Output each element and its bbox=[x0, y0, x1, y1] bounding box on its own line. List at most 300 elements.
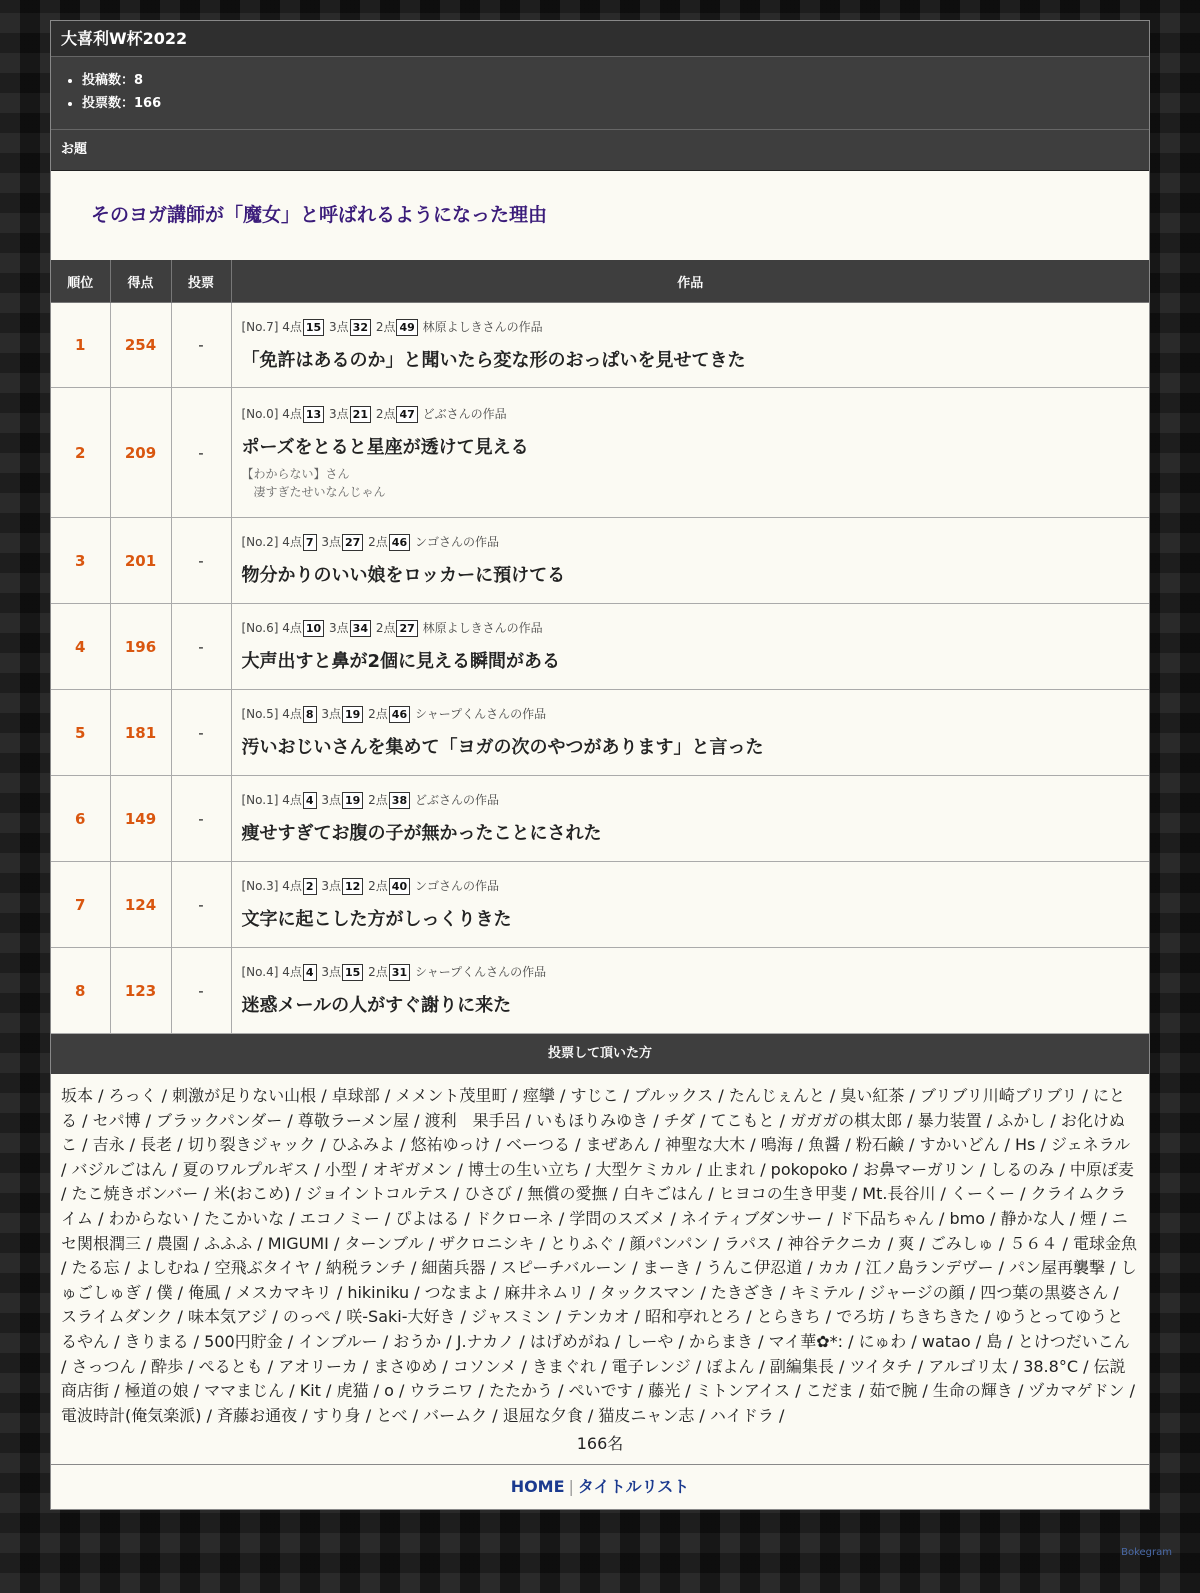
work-meta bbox=[242, 405, 1140, 423]
voter-name: クライムクライム bbox=[61, 1184, 1127, 1228]
voter-name: 痙攣 bbox=[522, 1086, 555, 1105]
work-author: シャープくんさんの作品 bbox=[414, 707, 547, 721]
voter-name: 農園 bbox=[156, 1233, 189, 1253]
voter-name: 鳴海 bbox=[760, 1135, 793, 1155]
work-author: 林原よしきさんの作品 bbox=[422, 621, 543, 635]
page-title: 大喜利W杯2022 bbox=[51, 21, 1149, 57]
count-2pt: 46 bbox=[389, 706, 410, 723]
count-3pt: 34 bbox=[350, 620, 371, 637]
voter-name: ぺるとも bbox=[198, 1356, 263, 1376]
voter-name: きまぐれ bbox=[531, 1356, 596, 1376]
count-4pt: 7 bbox=[303, 534, 317, 551]
work-number: [No.3] bbox=[241, 879, 279, 893]
count-2pt: 38 bbox=[389, 792, 410, 809]
voter-name: よしむね bbox=[135, 1258, 200, 1278]
header-work: 作品 bbox=[231, 260, 1149, 303]
voter-name: コソンメ bbox=[452, 1356, 517, 1376]
label-4pt: 4点 bbox=[282, 793, 302, 807]
voter-name: バジルごはん bbox=[71, 1159, 168, 1179]
voter-name: ネイティブダンサー bbox=[680, 1208, 823, 1228]
voter-name: ぽよん bbox=[706, 1356, 755, 1376]
stats-panel bbox=[51, 57, 1149, 130]
voter-name: 麻井ネムリ bbox=[504, 1282, 585, 1302]
score-cell: 181 bbox=[110, 690, 171, 776]
label-3pt: 3点 bbox=[329, 406, 349, 421]
score-cell: 149 bbox=[110, 776, 171, 862]
work-number: [No.1] bbox=[241, 793, 279, 807]
voter-name: ウラニワ bbox=[409, 1381, 474, 1401]
voter-name: ラパス bbox=[724, 1233, 773, 1253]
voter-name: 俺風 bbox=[188, 1282, 221, 1302]
voter-name: 吉永 bbox=[92, 1135, 125, 1155]
voter-name: ５６４ bbox=[1009, 1233, 1058, 1253]
label-2pt: 2点 bbox=[375, 319, 396, 334]
work-number: [No.2] bbox=[241, 535, 279, 549]
label-2pt: 2点 bbox=[375, 406, 396, 421]
voter-name: にゅわ bbox=[858, 1331, 907, 1351]
table-row bbox=[51, 518, 1149, 604]
count-2pt: 49 bbox=[396, 319, 417, 336]
voter-name: ジャスミン bbox=[471, 1307, 551, 1327]
voter-name: 味本気アジ bbox=[187, 1307, 268, 1327]
voter-name: 粉石鹸 bbox=[855, 1135, 904, 1155]
voter-name: しるのみ bbox=[990, 1159, 1055, 1179]
nav-separator: | bbox=[568, 1477, 574, 1497]
voter-name: ドクローネ bbox=[474, 1208, 554, 1228]
main-container bbox=[50, 20, 1150, 1510]
voter-name: ゆうとってゆうとるやん bbox=[61, 1307, 1124, 1351]
voter-name: ジャージの顔 bbox=[869, 1282, 965, 1302]
voter-name: 渡利 果手呂 bbox=[424, 1110, 521, 1130]
label-3pt: 3点 bbox=[321, 965, 342, 979]
header-score: 得点 bbox=[110, 260, 171, 303]
voter-name: 切り裂きジャック bbox=[187, 1135, 316, 1155]
voter-name: ニセ関根潤三 bbox=[61, 1208, 1128, 1253]
odai-label: お題 bbox=[51, 130, 1149, 171]
comment-author: 【わからない】さん bbox=[241, 466, 350, 481]
count-2pt: 40 bbox=[389, 878, 410, 895]
post-count: • 投稿数：8 bbox=[82, 69, 1149, 92]
voter-name: おうか bbox=[393, 1331, 442, 1351]
label-3pt: 3点 bbox=[321, 535, 342, 549]
work-cell bbox=[231, 948, 1149, 1034]
voter-name: 四つ葉の黒婆さん bbox=[980, 1282, 1109, 1302]
voter-name: 暴力装置 bbox=[917, 1110, 982, 1130]
work-meta bbox=[242, 533, 1140, 551]
count-3pt: 19 bbox=[342, 706, 363, 723]
voter-name: Mt.長谷川 bbox=[862, 1184, 936, 1204]
results-table bbox=[51, 260, 1149, 1034]
voter-name: カカ bbox=[817, 1258, 850, 1278]
vote-cell: - bbox=[171, 776, 231, 862]
voter-name: アルゴリ太 bbox=[928, 1356, 1008, 1376]
header-vote: 投票 bbox=[171, 260, 231, 303]
rank-cell: 4 bbox=[51, 604, 110, 690]
voter-name: ハイドラ bbox=[709, 1405, 774, 1425]
voter-name: ザクロニシキ bbox=[439, 1233, 535, 1253]
count-3pt: 21 bbox=[350, 406, 371, 423]
voter-name: つなまよ bbox=[424, 1282, 489, 1302]
voter-name: いもほりみゆき bbox=[536, 1110, 649, 1130]
voter-name: しゅごしゅぎ bbox=[61, 1258, 1137, 1302]
voter-name: くーくー bbox=[951, 1184, 1016, 1204]
work-text: 物分かりのいい娘をロッカーに預けてる bbox=[241, 565, 566, 586]
voter-name: スライムダンク bbox=[61, 1307, 173, 1327]
rank-cell: 2 bbox=[51, 388, 110, 518]
voter-name: まさゆめ bbox=[373, 1356, 438, 1376]
voter-name: ミトンアイス bbox=[695, 1381, 791, 1401]
count-4pt: 2 bbox=[303, 878, 317, 895]
voter-name: 猫皮ニャン志 bbox=[598, 1405, 695, 1425]
work-author: どぶさんの作品 bbox=[422, 406, 507, 421]
voter-name: 納税ランチ bbox=[325, 1258, 406, 1278]
voter-name: すかいどん bbox=[919, 1135, 1000, 1155]
voter-name: アオリーカ bbox=[278, 1356, 358, 1376]
voter-name: 爽 bbox=[898, 1233, 915, 1253]
voter-name: 僕 bbox=[156, 1282, 173, 1302]
voter-name: ひさび bbox=[463, 1184, 512, 1204]
work-cell bbox=[231, 388, 1149, 518]
voter-name: ターンブル bbox=[344, 1233, 424, 1253]
rank-cell: 8 bbox=[51, 948, 110, 1034]
vote-cell: - bbox=[171, 518, 231, 604]
work-author: シャープくんさんの作品 bbox=[414, 965, 547, 979]
count-2pt: 27 bbox=[396, 620, 417, 637]
voter-name: パン屋再襲撃 bbox=[1009, 1258, 1106, 1278]
voter-name: ブルックス bbox=[634, 1086, 714, 1105]
voters-heading: 投票して頂いた方 bbox=[51, 1034, 1149, 1074]
voter-name: Hs bbox=[1015, 1135, 1036, 1155]
count-2pt: 46 bbox=[389, 534, 410, 551]
work-text: ポーズをとると星座が透けて見える bbox=[241, 436, 529, 458]
voter-name: からまき bbox=[689, 1331, 754, 1351]
voter-name: ふかし bbox=[997, 1110, 1046, 1130]
work-meta bbox=[242, 877, 1140, 895]
voter-name: J.ナカノ bbox=[456, 1331, 515, 1351]
work-comment bbox=[242, 465, 1140, 501]
table-row bbox=[51, 604, 1149, 690]
voter-name: 虎猫 bbox=[336, 1381, 369, 1401]
work-meta bbox=[242, 619, 1140, 637]
work-number: [No.7] bbox=[241, 319, 279, 334]
voter-name: 斉藤お通夜 bbox=[217, 1405, 298, 1425]
voter-name: ふふふ bbox=[204, 1233, 253, 1253]
voter-name: 咲-Saki-大好き bbox=[346, 1307, 456, 1327]
work-meta bbox=[242, 318, 1140, 336]
count-4pt: 10 bbox=[303, 620, 324, 637]
vote-cell: - bbox=[171, 948, 231, 1034]
label-4pt: 4点 bbox=[282, 319, 302, 334]
voter-name: 静かな人 bbox=[1000, 1208, 1065, 1228]
voter-name: きりまる bbox=[124, 1331, 189, 1351]
footer-nav bbox=[51, 1464, 1149, 1509]
work-author: ンゴさんの作品 bbox=[414, 535, 499, 549]
voter-name: 刺激が足りない山根 bbox=[172, 1086, 317, 1105]
voter-name: 藤光 bbox=[648, 1381, 681, 1401]
voter-name: セパ博 bbox=[92, 1110, 141, 1130]
label-3pt: 3点 bbox=[321, 707, 342, 721]
voter-name: キミテル bbox=[790, 1282, 854, 1302]
label-2pt: 2点 bbox=[368, 793, 388, 807]
voter-name: ド下品ちゃん bbox=[837, 1208, 934, 1228]
voter-name: ジョイントコルテス bbox=[306, 1184, 449, 1204]
voter-name: 退屈な夕食 bbox=[502, 1405, 583, 1425]
voter-name: 電球金魚 bbox=[1072, 1233, 1137, 1253]
voter-name: ジェネラル bbox=[1050, 1135, 1131, 1155]
voter-name: たんじぇんと bbox=[728, 1086, 825, 1105]
voter-name: てこもと bbox=[710, 1110, 775, 1130]
label-3pt: 3点 bbox=[321, 793, 342, 807]
voter-name: まーき bbox=[642, 1258, 691, 1278]
vote-cell: - bbox=[171, 604, 231, 690]
voter-name: MIGUMI bbox=[267, 1233, 329, 1253]
voter-name: ちきちきた bbox=[899, 1307, 980, 1327]
voter-name: うんこ伊忍道 bbox=[706, 1258, 803, 1278]
voter-name: ろっく bbox=[108, 1086, 157, 1105]
vote-cell: - bbox=[171, 690, 231, 776]
work-number: [No.6] bbox=[241, 621, 279, 635]
voter-name: 茹で腕 bbox=[869, 1381, 918, 1401]
voter-name: 昭和亭れとろ bbox=[645, 1307, 742, 1327]
voter-name: 悠祐ゆっけ bbox=[410, 1135, 491, 1155]
voter-name: 学問のスズメ bbox=[569, 1208, 666, 1228]
label-4pt: 4点 bbox=[282, 621, 302, 635]
voter-name: 長老 bbox=[140, 1135, 173, 1155]
work-cell bbox=[231, 518, 1149, 604]
work-cell bbox=[231, 604, 1149, 690]
voter-name: bmo bbox=[949, 1208, 986, 1228]
voter-name: 中原ぽ麦 bbox=[1069, 1159, 1134, 1179]
voter-name: マイ華✿*: bbox=[768, 1331, 844, 1351]
voter-list: 坂本 / ろっく / 刺激が足りない山根 / 卓球部 / メメント茂里町 / 痙攣 / すじこ / ブルックス / たんじぇんと / 臭い紅茶 / ブリブリ川崎ブリブリ / にとる / セパ博 / ブラックパンダー / 尊敬ラーメン屋 / 渡利 果手呂 / いもほりみゆき / チダ / てこもと / ガガガの棋太郎 / 暴力装置 / ふかし / お化けぬこ / 吉永 / 長老 / 切り裂きジャック / ひふみよ / 悠祐ゆっけ / ベーつる / まぜあん / 神聖な大木 / 鳴海 / 魚醤 / 粉石鹸 / すかいどん / Hs / ジェネラル / バジルごはん / 夏のワルプルギス / 小型 / オギガメン / 博士の生い立ち / 大型ケミカル / 止まれ / pokopoko / お鼻マーガリン / しるのみ / 中原ぽ麦 / たこ焼きボンバー / 米(おこめ) / ジョイントコルテス / ひさび / 無償の愛撫 / 白キごはん / ヒヨコの生き甲斐 / Mt.長谷川 / くーくー / クライムクライム / わからない / たこかいな / エコノミー / ぴよはる / ドクローネ / 学問のスズメ / ネイティブダンサー / ド下品ちゃん / bmo / 静かな人 / 煙 / ニセ関根潤三 / 農園 / ふふふ / MIGUMI / ターンブル / ザクロニシキ / とりふぐ / 顔パンパン / ラパス / 神谷テクニカ / 爽 / ごみしゅ / ５６４ / 電球金魚 / たる忘 / よしむね / 空飛ぶタイヤ / 納税ランチ / 細菌兵器 / スピーチバルーン / まーき / うんこ伊忍道 / カカ / 江ノ島ランデヴー / パン屋再襲撃 / しゅごしゅぎ / 僕 / 俺風 / メスカマキリ / hikiniku / つなまよ / 麻井ネムリ / タックスマン / たきざき / キミテル / ジャージの顔 / 四つ葉の黒婆さん / スライムダンク / 味本気アジ / のっぺ / 咲-Saki-大好き / ジャスミン / テンカオ / 昭和亭れとろ / とらきち / でろ坊 / ちきちきた / ゆうとってゆうとるやん / きりまる / 500円貯金 / インブルー / おうか / J.ナカノ / はげめがね / しーや / からまき / マイ華✿*: / にゅわ / watao / 島 / とけつだいこん / さっつん / 酔歩 / ぺるとも / アオリーカ / まさゆめ / コソンメ / きまぐれ / 電子レンジ / ぽよん / 副編集長 / ツイタチ / アルゴリ太 / 38.8°C / 伝説商店街 / 極道の娘 / ママまじん / Kit / 虎猫 / o / ウラニワ / たたかう / ぺいです / 藤光 / ミトンアイス / こだま / 茹で腕 / 生命の輝き / ヅカマゲドン / 電波時計(俺気楽派) / 斉藤お通夜 / すり身 / とべ / バームク / 退屈な夕食 / 猫皮ニャン志 / ハイドラ / bbox=[61, 1086, 1137, 1425]
work-text: 痩せすぎてお腹の子が無かったことにされた bbox=[241, 823, 602, 844]
voter-name: とりふぐ bbox=[550, 1233, 615, 1253]
voter-name: ぺいです bbox=[568, 1381, 633, 1401]
voter-name: 500円貯金 bbox=[204, 1331, 283, 1351]
work-meta bbox=[242, 791, 1140, 809]
voter-name: タックスマン bbox=[599, 1282, 696, 1302]
voter-name: メスカマキリ bbox=[235, 1282, 332, 1302]
voter-name: 生命の輝き bbox=[932, 1381, 1013, 1401]
header-rank: 順位 bbox=[51, 260, 110, 303]
voter-name: 細菌兵器 bbox=[421, 1258, 486, 1278]
voter-name: テンカオ bbox=[566, 1307, 630, 1327]
voter-name: 卓球部 bbox=[331, 1086, 380, 1105]
voter-name: 大型ケミカル bbox=[595, 1159, 692, 1179]
voter-name: 坂本 bbox=[61, 1086, 94, 1105]
voter-name: お化けぬこ bbox=[61, 1110, 1125, 1155]
voter-name: ひふみよ bbox=[330, 1135, 395, 1155]
label-3pt: 3点 bbox=[329, 621, 349, 635]
table-header-row bbox=[51, 260, 1149, 303]
vote-count: • 投票数：166 bbox=[82, 92, 1149, 115]
label-4pt: 4点 bbox=[282, 535, 302, 549]
voter-name: たこ焼きボンバー bbox=[71, 1184, 199, 1204]
voter-name: 博士の生い立ち bbox=[467, 1159, 580, 1179]
count-4pt: 13 bbox=[303, 406, 324, 423]
count-2pt: 47 bbox=[396, 406, 417, 423]
voter-name: ママまじん bbox=[204, 1381, 285, 1401]
voter-name: すり身 bbox=[312, 1405, 361, 1425]
voter-name: たきざき bbox=[710, 1282, 775, 1302]
voter-name: 空飛ぶタイヤ bbox=[214, 1258, 311, 1278]
voter-name: のっぺ bbox=[282, 1307, 331, 1327]
score-cell: 123 bbox=[110, 948, 171, 1034]
home-link[interactable]: HOME bbox=[510, 1477, 565, 1497]
table-row bbox=[51, 776, 1149, 862]
voter-name: バームク bbox=[423, 1405, 488, 1425]
voter-name: とべ bbox=[376, 1405, 408, 1425]
label-3pt: 3点 bbox=[321, 879, 342, 893]
vote-cell: - bbox=[171, 388, 231, 518]
label-2pt: 2点 bbox=[375, 621, 396, 635]
work-author: 林原よしきさんの作品 bbox=[422, 319, 543, 334]
voter-name: でろ坊 bbox=[836, 1307, 885, 1327]
voter-name: ガガガの棋太郎 bbox=[790, 1110, 903, 1130]
voter-name: 極道の娘 bbox=[124, 1381, 189, 1401]
work-meta bbox=[242, 705, 1140, 723]
rank-cell: 1 bbox=[51, 303, 110, 388]
voter-name: 夏のワルプルギス bbox=[182, 1159, 310, 1179]
voter-name: インブルー bbox=[298, 1331, 378, 1351]
score-cell: 254 bbox=[110, 303, 171, 388]
work-text: 文字に起こした方がしっくりきた bbox=[241, 909, 512, 930]
voter-name: チダ bbox=[663, 1110, 695, 1130]
voter-name: o bbox=[384, 1381, 394, 1401]
voter-name: ごみしゅ bbox=[929, 1233, 994, 1253]
voter-name: にとる bbox=[61, 1086, 1125, 1130]
count-3pt: 32 bbox=[350, 319, 371, 336]
voter-name: はげめがね bbox=[529, 1331, 610, 1351]
voter-name: 尊敬ラーメン屋 bbox=[297, 1110, 410, 1130]
voter-name: ベーつる bbox=[505, 1135, 570, 1155]
title-list-link[interactable]: タイトルリスト bbox=[577, 1477, 690, 1497]
table-row bbox=[51, 388, 1149, 518]
count-4pt: 15 bbox=[303, 319, 324, 336]
work-number: [No.4] bbox=[241, 965, 279, 979]
label-2pt: 2点 bbox=[368, 879, 388, 893]
table-row bbox=[51, 303, 1149, 388]
voter-name: ヅカマゲドン bbox=[1028, 1381, 1125, 1401]
voter-name: 米(おこめ) bbox=[213, 1184, 291, 1204]
voter-name: たたかう bbox=[489, 1381, 554, 1401]
label-3pt: 3点 bbox=[329, 319, 349, 334]
voter-name: すじこ bbox=[570, 1086, 619, 1105]
label-2pt: 2点 bbox=[368, 535, 388, 549]
vote-cell: - bbox=[171, 862, 231, 948]
work-cell bbox=[231, 690, 1149, 776]
voter-name: 臭い紅茶 bbox=[840, 1086, 905, 1105]
label-2pt: 2点 bbox=[368, 707, 388, 721]
voter-name: 煙 bbox=[1080, 1208, 1097, 1228]
voter-name: 神谷テクニカ bbox=[787, 1233, 883, 1253]
label-2pt: 2点 bbox=[368, 965, 388, 979]
table-row bbox=[51, 690, 1149, 776]
score-cell: 124 bbox=[110, 862, 171, 948]
work-number: [No.5] bbox=[241, 707, 279, 721]
vote-cell: - bbox=[171, 303, 231, 388]
credit-text: Bokegram bbox=[1121, 1547, 1172, 1558]
voter-name: とらきち bbox=[756, 1307, 821, 1327]
voter-name: ブリブリ川崎ブリブリ bbox=[919, 1086, 1078, 1105]
work-text: 「免許はあるのか」と聞いたら変な形のおっぱいを見せてきた bbox=[241, 349, 746, 371]
rank-cell: 3 bbox=[51, 518, 110, 604]
label-4pt: 4点 bbox=[282, 879, 302, 893]
voter-name: 顔パンパン bbox=[629, 1233, 709, 1253]
voter-name: 電子レンジ bbox=[611, 1356, 691, 1376]
odai-text: そのヨガ講師が「魔女」と呼ばれるようになった理由 bbox=[51, 171, 1149, 260]
voter-name: Kit bbox=[299, 1381, 321, 1401]
work-text: 汚いおじいさんを集めて「ヨガの次のやつがあります」と言った bbox=[241, 737, 764, 758]
voter-name: エコノミー bbox=[299, 1208, 380, 1228]
score-cell: 209 bbox=[110, 388, 171, 518]
voter-name: まぜあん bbox=[585, 1135, 650, 1155]
rank-cell: 6 bbox=[51, 776, 110, 862]
work-cell bbox=[231, 862, 1149, 948]
label-4pt: 4点 bbox=[282, 406, 302, 421]
voter-name: たる忘 bbox=[71, 1258, 120, 1278]
count-3pt: 12 bbox=[342, 878, 363, 895]
voter-name: スピーチバルーン bbox=[501, 1258, 628, 1278]
count-4pt: 4 bbox=[303, 792, 317, 809]
work-meta bbox=[242, 963, 1140, 981]
score-cell: 201 bbox=[110, 518, 171, 604]
voter-name: 島 bbox=[986, 1331, 1003, 1351]
voter-name: さっつん bbox=[71, 1356, 136, 1376]
voter-name: オギガメン bbox=[372, 1159, 453, 1179]
work-text: 迷惑メールの人がすぐ謝りに来た bbox=[241, 995, 512, 1016]
work-cell bbox=[231, 776, 1149, 862]
count-4pt: 4 bbox=[303, 964, 317, 981]
voter-name: 伝説商店街 bbox=[61, 1356, 1126, 1401]
count-3pt: 27 bbox=[342, 534, 363, 551]
voter-name: 小型 bbox=[324, 1159, 357, 1179]
work-author: どぶさんの作品 bbox=[414, 793, 499, 807]
voter-name: hikiniku bbox=[347, 1282, 410, 1302]
voter-count: 166名 bbox=[576, 1434, 624, 1454]
voter-name: 江ノ島ランデヴー bbox=[865, 1258, 994, 1278]
count-2pt: 31 bbox=[389, 964, 410, 981]
table-row bbox=[51, 948, 1149, 1034]
voter-name: 白キごはん bbox=[623, 1184, 704, 1204]
voter-name: 電波時計(俺気楽派) bbox=[61, 1405, 202, 1425]
voter-name: メメント茂里町 bbox=[395, 1086, 508, 1105]
work-number: [No.0] bbox=[241, 406, 279, 421]
comment-text: 凄すぎたせいなんじゃん bbox=[253, 484, 386, 499]
count-4pt: 8 bbox=[303, 706, 317, 723]
voter-name: とけつだいこん bbox=[1017, 1331, 1130, 1351]
rank-cell: 5 bbox=[51, 690, 110, 776]
voter-name: こだま bbox=[805, 1381, 854, 1401]
work-author: ンゴさんの作品 bbox=[414, 879, 499, 893]
voter-name: pokopoko bbox=[770, 1159, 848, 1179]
rank-cell: 7 bbox=[51, 862, 110, 948]
count-3pt: 19 bbox=[342, 792, 363, 809]
voter-name: 神聖な大木 bbox=[665, 1135, 746, 1155]
voter-name: 酔歩 bbox=[151, 1356, 184, 1376]
voter-name: わからない bbox=[108, 1208, 189, 1228]
voter-name: 38.8°C bbox=[1023, 1356, 1078, 1376]
table-row bbox=[51, 862, 1149, 948]
count-3pt: 15 bbox=[342, 964, 363, 981]
score-cell: 196 bbox=[110, 604, 171, 690]
work-cell bbox=[231, 303, 1149, 388]
voter-name: watao bbox=[921, 1331, 971, 1351]
voter-name: 無償の愛撫 bbox=[527, 1184, 608, 1204]
voter-name: しーや bbox=[625, 1331, 674, 1351]
work-text: 大声出すと鼻が2個に見える瞬間がある bbox=[241, 651, 561, 672]
voter-name: 止まれ bbox=[707, 1159, 756, 1179]
